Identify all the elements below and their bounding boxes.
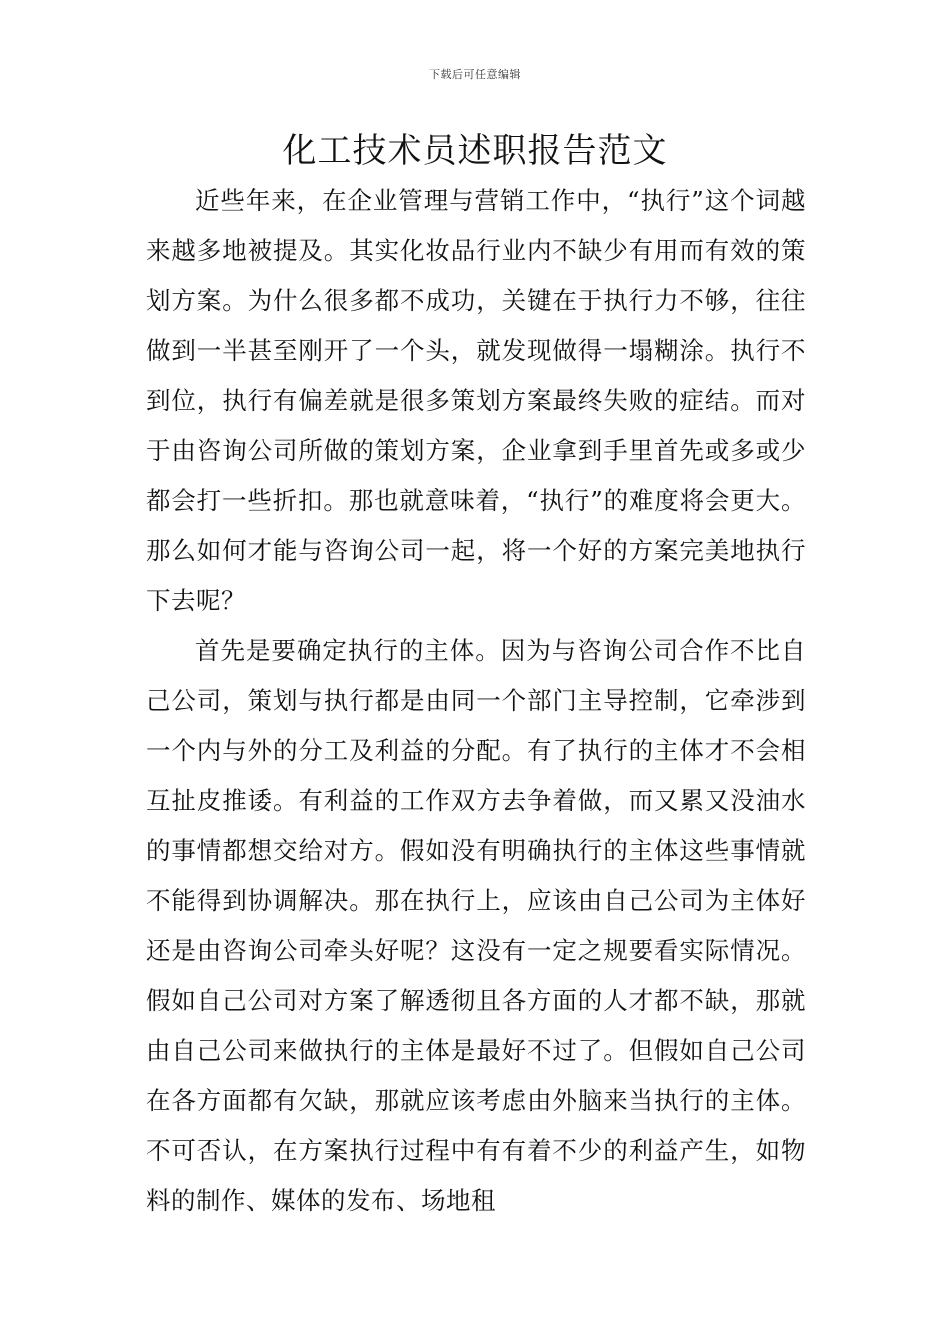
- paragraph: 近些年来，在企业管理与营销工作中，“执行”这个词越来越多地被提及。其实化妆品行业内不缺少有用而有效的策划方案。为什么很多都不成功，关键在于执行力不够，往往做到一半甚至刚开了一个头，就发现做得一塌糊涂。执行不到位，执行有偏差就是很多策划方案最终失败的症结。而对于由咨询公司所做的策划方案，企业拿到手里首先或多或少都会打一些折扣。那也就意味着，“执行”的难度将会更大。那么如何才能与咨询公司一起，将一个好的方案完美地执行下去呢？: [146, 186, 806, 615]
- header-note: 下载后可任意编辑: [429, 68, 521, 81]
- paragraph: 首先是要确定执行的主体。因为与咨询公司合作不比自己公司，策划与执行都是由同一个部门主导控制，它牵涉到一个内与外的分工及利益的分配。有了执行的主体才不会相互扯皮推诿。有利益的工作双方去争着做，而又累又没油水的事情都想交给对方。假如没有明确执行的主体这些事情就不能得到协调解决。那在执行上，应该由自己公司为主体好还是由咨询公司牵头好呢？这没有一定之规要看实际情况。假如自己公司对方案了解透彻且各方面的人才都不缺，那就由自己公司来做执行的主体是最好不过了。但假如自己公司在各方面都有欠缺，那就应该考虑由外脑来当执行的主体。不可否认，在方案执行过程中有有着不少的利益产生，如物料的制作、媒体的发布、场地租: [146, 636, 806, 1215]
- document-body: [146, 176, 806, 1226]
- document-title: 化工技术员述职报告范文: [282, 131, 668, 171]
